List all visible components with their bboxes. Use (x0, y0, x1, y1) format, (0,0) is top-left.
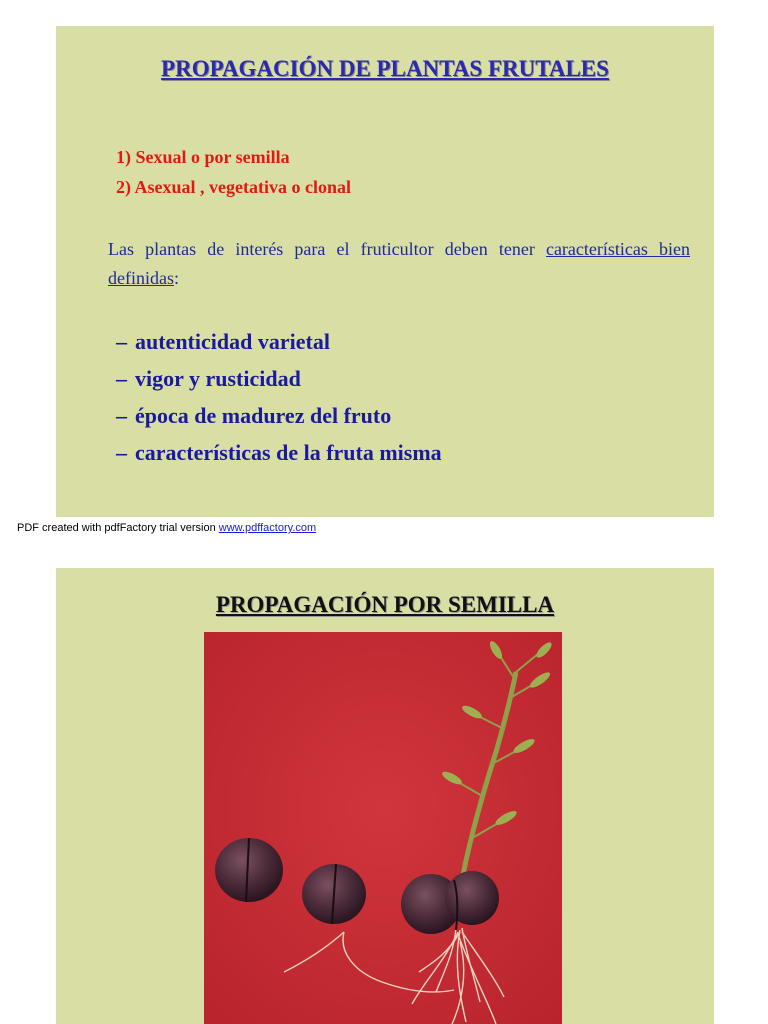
paragraph-underlined-text: características bien definidas (108, 239, 690, 288)
propagation-methods-list (116, 142, 351, 202)
walnut-seed-2 (302, 864, 366, 924)
list-item (116, 323, 442, 360)
intro-paragraph (108, 235, 690, 293)
pdffactory-link[interactable]: www.pdffactory.com (218, 522, 317, 534)
characteristics-list (116, 323, 442, 471)
list-item (116, 360, 442, 397)
walnut-seed-1 (215, 838, 283, 902)
list-item-text: características de la fruta misma (135, 440, 442, 465)
list-item (116, 397, 442, 434)
slide-propagacion-por-semilla (56, 568, 714, 1024)
list-item-text: vigor y rusticidad (135, 366, 301, 391)
list-item-text: época de madurez del fruto (135, 403, 392, 428)
list-item (116, 434, 442, 471)
paragraph-text: Las plantas de interés para el fruticultor deben tener (108, 239, 546, 259)
slide-propagacion-plantas-frutales (56, 26, 714, 517)
slide-title: PROPAGACIÓN POR SEMILLA (215, 592, 555, 617)
method-item: 2) Asexual , vegetativa o clonal (116, 177, 351, 197)
paragraph-colon: : (173, 268, 179, 288)
list-item-text: autenticidad varietal (135, 329, 330, 354)
method-item: 1) Sexual o por semilla (116, 147, 290, 167)
footer-text: PDF created with pdfFactory trial version (17, 522, 219, 534)
pdf-footer (17, 522, 316, 534)
dash-marker: – (116, 403, 127, 428)
seed-germination-photo (204, 632, 562, 1024)
dash-marker: – (116, 366, 127, 391)
dash-marker: – (116, 440, 127, 465)
seedling-illustration (204, 632, 562, 1024)
slide-title: PROPAGACIÓN DE PLANTAS FRUTALES (161, 56, 609, 81)
dash-marker: – (116, 329, 127, 354)
